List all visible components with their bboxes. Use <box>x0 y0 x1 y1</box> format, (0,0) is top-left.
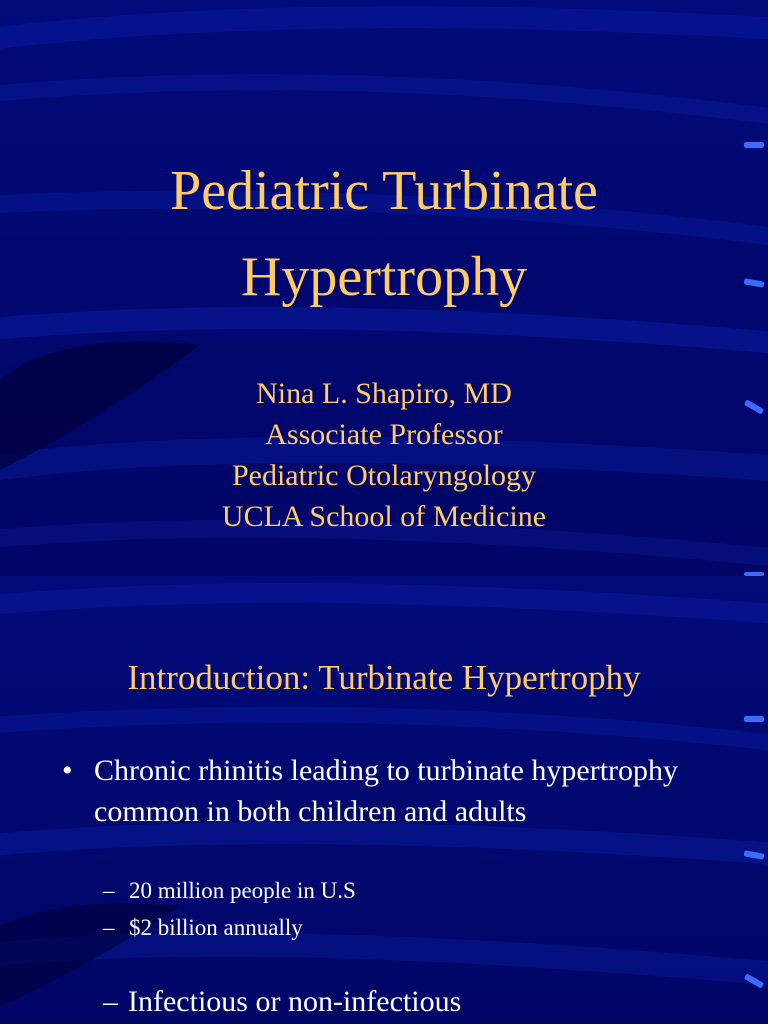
dash-symbol: – <box>103 878 115 903</box>
author-department: Pediatric Otolaryngology <box>231 459 537 492</box>
slide-title-line: Hypertrophy <box>240 246 528 308</box>
slide-title <box>0 148 768 320</box>
author-block <box>0 373 768 537</box>
slide-title: Introduction: Turbinate Hypertrophy <box>127 658 641 697</box>
sub-bullet-text: $2 billion annually <box>129 915 303 940</box>
dash-symbol: – <box>103 915 115 940</box>
bullet-symbol: • <box>62 754 73 787</box>
author-name: Nina L. Shapiro, MD <box>256 377 512 410</box>
author-title: Associate Professor <box>265 418 503 451</box>
sub-bullet-text: 20 million people in U.S <box>129 878 356 903</box>
dash-symbol: – <box>103 985 118 1018</box>
content-slide <box>0 576 768 1024</box>
bullet-text: Chronic rhinitis leading to turbinate hypertrophy common in both children and adults <box>94 754 679 828</box>
slide-title-line: Pediatric Turbinate <box>170 160 598 222</box>
author-institution: UCLA School of Medicine <box>221 500 547 533</box>
sub-bullet-text: Infectious or non-infectious <box>128 985 462 1018</box>
